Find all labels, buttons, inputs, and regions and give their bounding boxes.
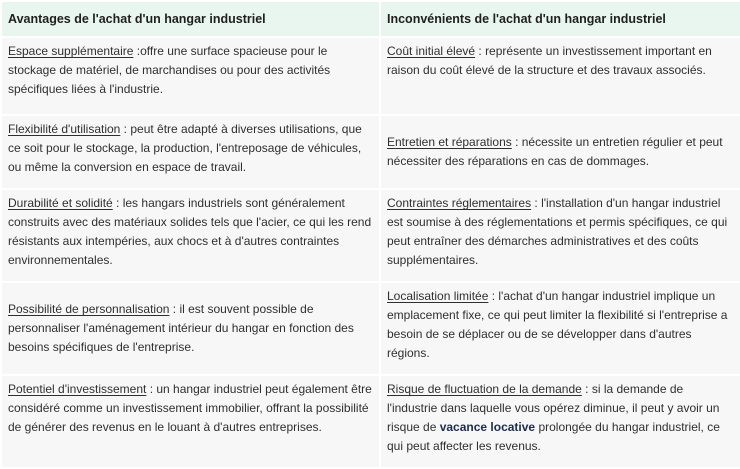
advantage-cell xyxy=(2,376,379,467)
advantage-term: Potentiel d'investissement xyxy=(8,382,147,397)
disadvantage-term: Coût initial élevé xyxy=(387,44,476,58)
disadvantage-term: Risque de fluctuation de la demande xyxy=(387,382,582,397)
disadvantage-text: : si la demande de l'industrie dans laquelle vous opérez diminue, il peut y avoir un risque de xyxy=(387,382,720,435)
disadvantage-term: Contraintes réglementaires xyxy=(387,196,532,211)
highlighted-term: vacance locative xyxy=(439,420,536,435)
disadvantage-text: : l'achat d'un hangar industriel implique un emplacement fixe, ce qui peut limiter la flexibilité si l'entreprise a besoin de se déplacer ou de se développer dans d'autres régions. xyxy=(387,289,728,361)
table-row xyxy=(2,38,740,114)
table-row xyxy=(2,376,740,467)
table-row xyxy=(2,283,740,374)
advantage-text: :offre une surface spacieuse pour le stockage de matériel, de marchandises ou pour des activités spécifiques liées à l'industrie. xyxy=(8,44,331,96)
header-disadvantages: Inconvénients de l'achat d'un hangar industriel xyxy=(381,2,740,36)
disadvantage-text: : représente un investissement important en raison du coût élevé de la structure et des travaux associés. xyxy=(387,44,712,77)
advantage-term: Possibilité de personnalisation xyxy=(8,302,170,317)
advantage-text: : les hangars industriels sont généralement construits avec des matériaux solides tels que l'acier, ce qui les rend résistants aux intempéries, aux chocs et à d'autres contraintes environnementales. xyxy=(8,196,372,268)
table-row xyxy=(2,190,740,281)
disadvantage-cell xyxy=(381,190,740,281)
advantage-cell xyxy=(2,38,379,114)
advantage-text: : un hangar industriel peut également être considéré comme un investissement immobilier, offrant la possibilité de générer des revenus en le louant à d'autres entreprises. xyxy=(8,382,372,435)
disadvantage-term: Entretien et réparations xyxy=(387,135,512,150)
advantage-cell xyxy=(2,190,379,281)
disadvantage-text-end: prolongée du hangar industriel, ce qui peut affecter les revenus. xyxy=(387,420,720,454)
advantage-cell xyxy=(2,283,379,374)
advantage-cell xyxy=(2,116,379,189)
advantage-term: Flexibilité d'utilisation xyxy=(8,121,121,136)
disadvantage-cell xyxy=(381,283,740,374)
table-header-row xyxy=(2,2,740,36)
disadvantage-text: : l'installation d'un hangar industriel est soumise à des réglementations et permis spécifiques, ce qui peut entraîner des démarches administratives et des coûts supplémentaires. xyxy=(387,196,728,268)
advantage-term: Durabilité et solidité xyxy=(8,196,113,211)
advantage-text: : il est souvent possible de personnaliser l'aménagement intérieur du hangar en fonction des besoins spécifiques de l'entreprise. xyxy=(8,302,354,355)
disadvantage-cell xyxy=(381,116,740,189)
advantage-term: Espace supplémentaire xyxy=(8,44,134,58)
header-advantages: Avantages de l'achat d'un hangar industriel xyxy=(2,2,379,36)
disadvantage-term: Localisation limitée xyxy=(387,289,489,304)
disadvantage-text: : nécessite un entretien régulier et peut nécessiter des réparations en cas de dommages. xyxy=(387,135,723,169)
disadvantage-cell xyxy=(381,38,740,114)
table-row xyxy=(2,116,740,189)
advantage-text: : peut être adapté à diverses utilisations, que ce soit pour le stockage, la production, l'entreposage de véhicules, ou même la conversion en espace de travail. xyxy=(8,121,362,174)
disadvantage-cell xyxy=(381,376,740,467)
